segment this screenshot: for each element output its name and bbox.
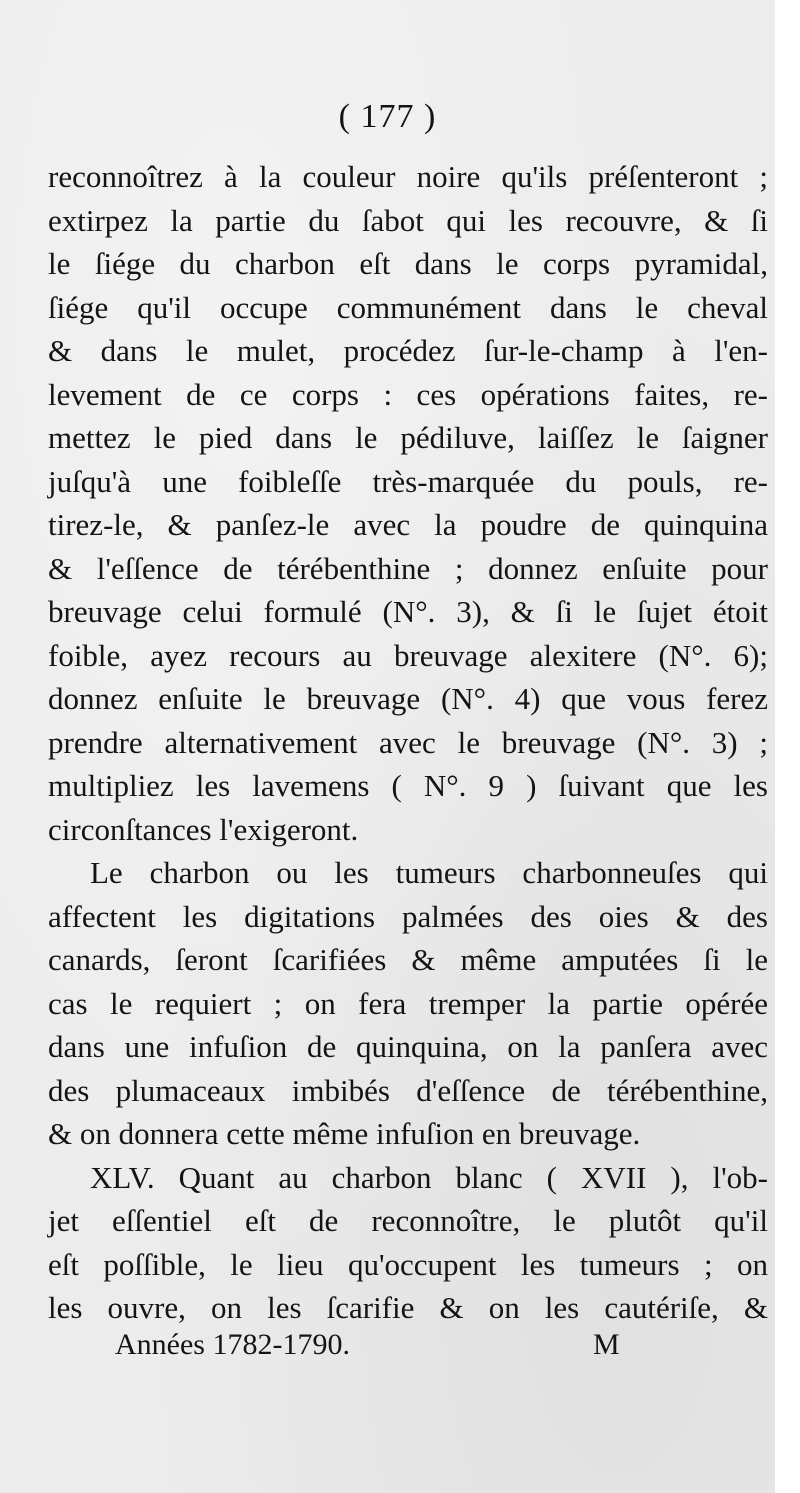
text-line: cas le requiert ; on fera tremper la partie opérée bbox=[48, 985, 768, 1021]
text-line: & dans le mulet, procédez ſur-le-champ à l'en- bbox=[48, 333, 768, 368]
text-line: breuvage celui formulé (N°. 3), & ſi le ſujet étoit bbox=[48, 594, 768, 629]
text-line: multipliez les lavemens ( N°. 9 ) ſuivant que les bbox=[48, 768, 768, 803]
text-line: & l'eſſence de térébenthine ; donnez enſuite pour bbox=[48, 550, 768, 586]
text-line: prendre alternativement avec le breuvage (N°. 3) ; bbox=[48, 724, 768, 760]
text-line: extirpez la partie du ſabot qui les recouvre, & ſi bbox=[48, 202, 768, 238]
text-line: mettez le pied dans le pédiluve, laiſſez le ſaigner bbox=[48, 420, 768, 455]
text-line: eſt poſſible, le lieu qu'occupent les tumeurs ; on bbox=[48, 1246, 768, 1282]
text-line: ſiége qu'il occupe communément dans le cheval bbox=[48, 289, 768, 325]
body-text bbox=[48, 155, 768, 1330]
text-line: affectent les digitations palmées des oies & des bbox=[48, 898, 768, 934]
text-line: reconnoîtrez à la couleur noire qu'ils préſenteront ; bbox=[48, 159, 768, 194]
signature-mark: M bbox=[593, 1328, 620, 1361]
text-line: dans une infuſion de quinquina, on la panſera avec bbox=[48, 1029, 768, 1064]
text-line: donnez enſuite le breuvage (N°. 4) que vous ferez bbox=[48, 681, 768, 716]
text-line: des plumaceaux imbibés d'eſſence de térébenthine, bbox=[48, 1072, 768, 1108]
running-title: Années 1782-1790. bbox=[115, 1328, 350, 1361]
text-line: XLV. Quant au charbon blanc ( XVII ), l'ob- bbox=[90, 1159, 768, 1195]
text-line: Le charbon ou les tumeurs charbonneuſes qui bbox=[90, 855, 768, 890]
text-line: tirez-le, & panſez-le avec la poudre de quinquina bbox=[48, 507, 768, 542]
page-edge bbox=[775, 0, 800, 1493]
text-line: circonſtances l'exigeront. bbox=[48, 811, 359, 847]
text-line: juſqu'à une foibleſſe très-marquée du pouls, re- bbox=[48, 463, 768, 499]
text-line: canards, ſeront ſcarifiées & même amputées ſi le bbox=[48, 942, 768, 977]
text-line: les ouvre, on les ſcarifie & on les cautériſe, & bbox=[48, 1290, 768, 1325]
text-line: le ſiége du charbon eſt dans le corps pyramidal, bbox=[48, 246, 768, 281]
paragraph-2 bbox=[48, 851, 768, 1156]
text-line: & on donnera cette même infuſion en breuvage. bbox=[48, 1116, 641, 1151]
page-number-header: ( 177 ) bbox=[338, 98, 437, 135]
paragraph-3 bbox=[48, 1156, 768, 1330]
text-line: foible, ayez recours au breuvage alexitere (N°. 6); bbox=[48, 637, 768, 673]
paragraph-1 bbox=[48, 155, 768, 851]
page-footer bbox=[115, 1328, 635, 1362]
text-line: levement de ce corps : ces opérations faites, re- bbox=[48, 376, 768, 412]
text-line: jet eſſentiel eſt de reconnoître, le plutôt qu'il bbox=[48, 1203, 768, 1238]
